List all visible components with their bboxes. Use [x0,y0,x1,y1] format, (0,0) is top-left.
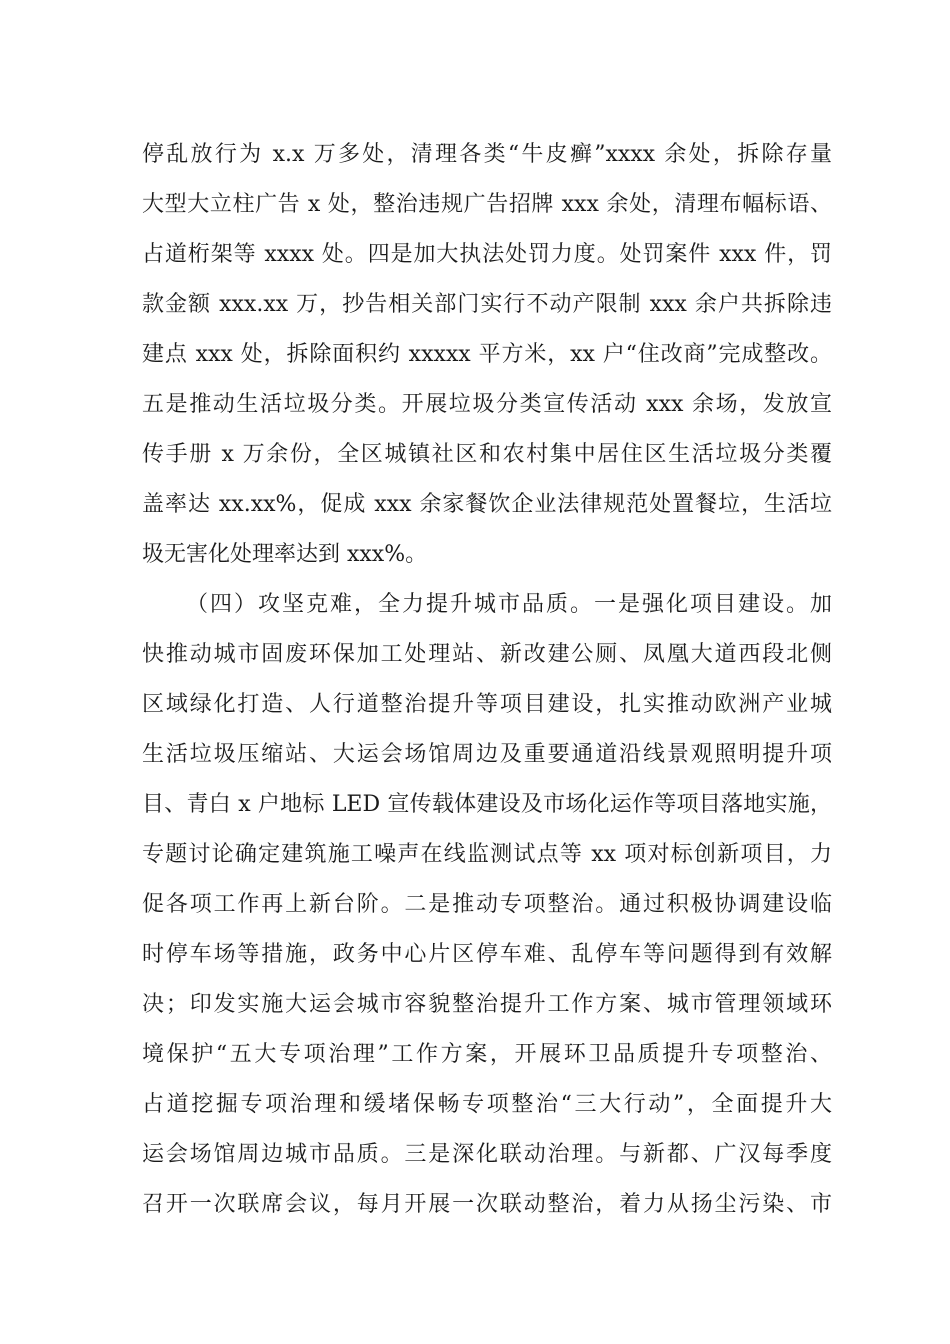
text-line: 占道挖掘专项治理和缓堵保畅专项整治“三大行动”，全面提升大 [142,1092,832,1117]
text-line: 境保护“五大专项治理”工作方案，开展环卫品质提升专项整治、 [142,1042,832,1067]
text-line: 五是推动生活垃圾分类。开展垃圾分类宣传活动 xxx 余场，发放宣 [142,392,832,417]
text-line: 款金额 xxx.xx 万，抄告相关部门实行不动产限制 xxx 余户共拆除违 [142,292,832,317]
text-line: 建点 xxx 处，拆除面积约 xxxxx 平方米，xx 户“住改商”完成整改。 [142,342,832,367]
text-line: 快推动城市固废环保加工处理站、新改建公厕、凤凰大道西段北侧 [142,642,832,667]
paragraph-2 [142,580,832,1230]
text-line: 促各项工作再上新台阶。二是推动专项整治。通过积极协调建设临 [142,892,832,917]
text-line: （四）攻坚克难，全力提升城市品质。一是强化项目建设。加 [186,592,832,617]
text-line: 圾无害化处理率达到 xxx%。 [142,542,428,567]
text-line: 决；印发实施大运会城市容貌整治提升工作方案、城市管理领域环 [142,992,832,1017]
text-line: 目、青白 x 户地标 LED 宣传载体建设及市场化运作等项目落地实施， [142,792,832,817]
paragraph-1 [142,130,832,580]
text-line: 盖率达 xx.xx%，促成 xxx 余家餐饮企业法律规范处置餐垃，生活垃 [142,492,832,517]
text-line: 占道桁架等 xxxx 处。四是加大执法处罚力度。处罚案件 xxx 件，罚 [142,242,832,267]
text-line: 生活垃圾压缩站、大运会场馆周边及重要通道沿线景观照明提升项 [142,742,832,767]
document-body [142,130,832,1230]
text-line: 区域绿化打造、人行道整治提升等项目建设，扎实推动欧洲产业城 [142,692,832,717]
text-line: 传手册 x 万余份，全区城镇社区和农村集中居住区生活垃圾分类覆 [142,442,832,467]
text-line: 运会场馆周边城市品质。三是深化联动治理。与新都、广汉每季度 [142,1142,832,1167]
text-line: 召开一次联席会议，每月开展一次联动整治，着力从扬尘污染、市 [142,1192,832,1217]
text-line: 时停车场等措施，政务中心片区停车难、乱停车等问题得到有效解 [142,942,832,967]
text-line: 停乱放行为 x.x 万多处，清理各类“牛皮癣”xxxx 余处，拆除存量 [142,142,832,167]
text-line: 专题讨论确定建筑施工噪声在线监测试点等 xx 项对标创新项目，力 [142,842,832,867]
text-line: 大型大立柱广告 x 处，整治违规广告招牌 xxx 余处，清理布幅标语、 [142,192,832,217]
